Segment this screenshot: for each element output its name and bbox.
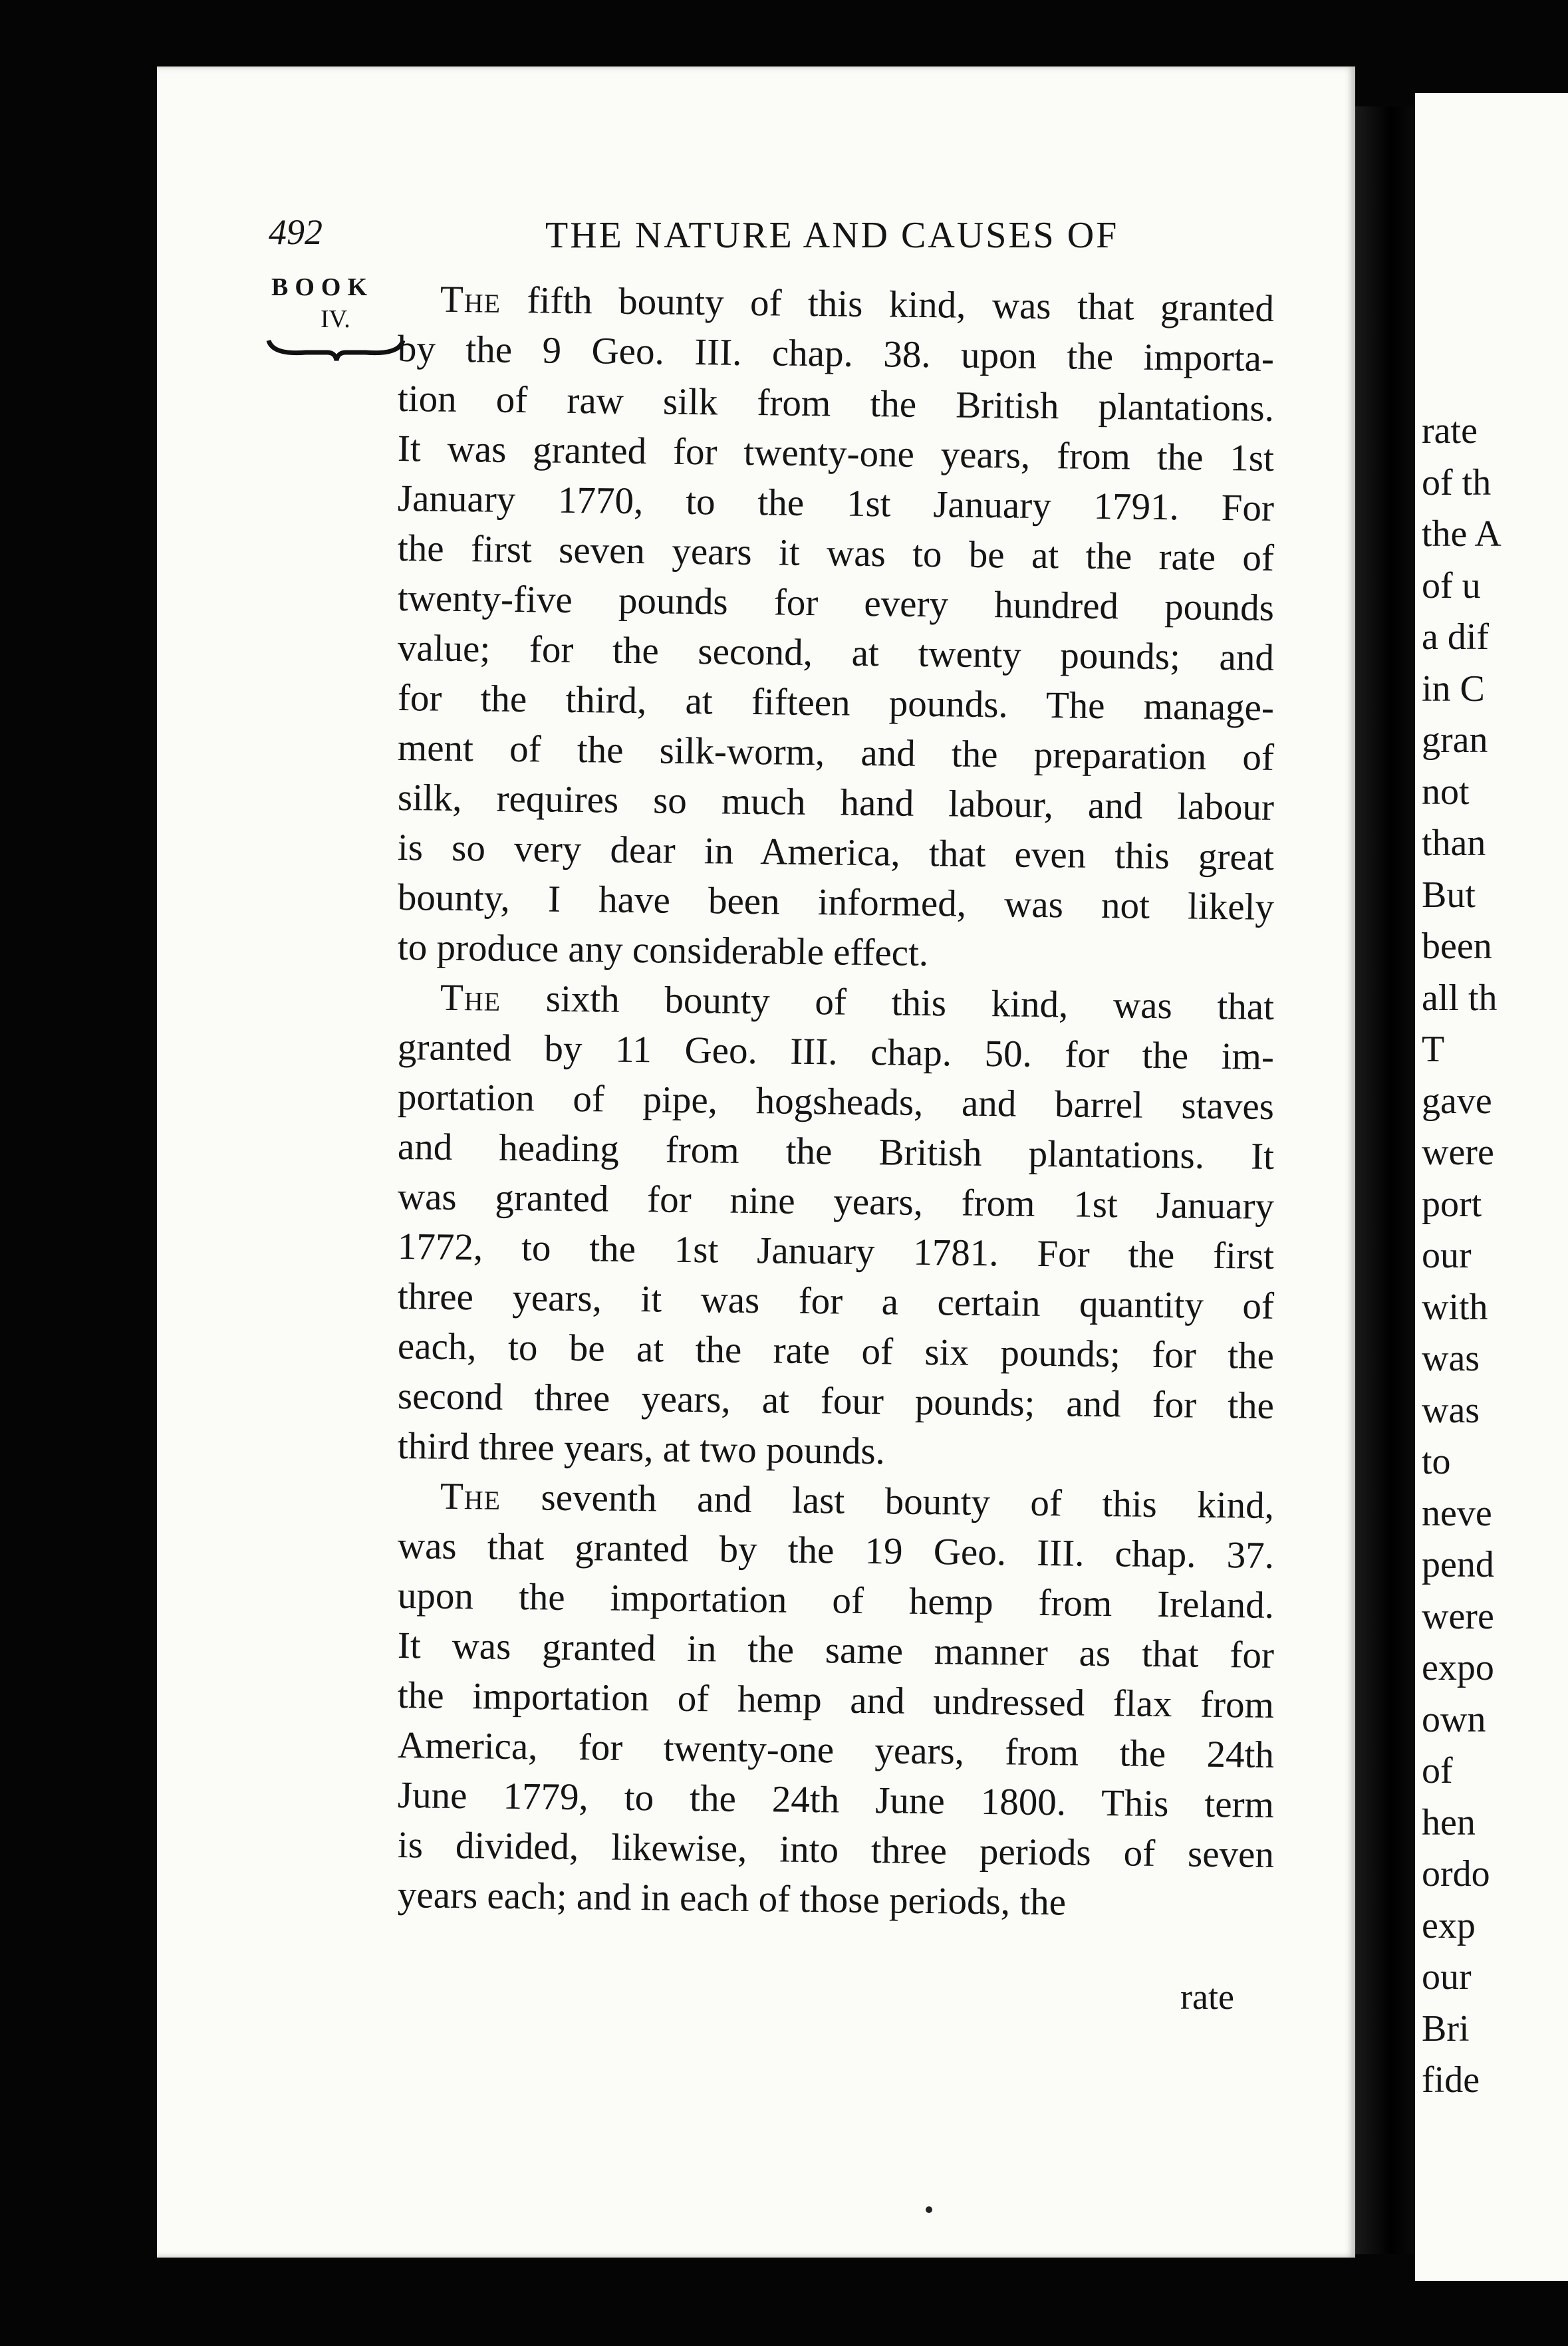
facing-page-line: T xyxy=(1422,1029,1445,1070)
text-line: was that granted by the 19 Geo. III. chap. 37. xyxy=(397,1525,1275,1577)
facing-page-line: not xyxy=(1422,771,1470,813)
text-line: portation of pipe, hogsheads, and barrel staves xyxy=(397,1076,1275,1128)
text-line: for the third, at fifteen pounds. The manage- xyxy=(397,677,1275,729)
facing-page-line: gran xyxy=(1422,719,1488,761)
text-line: is divided, likewise, into three periods of seven xyxy=(397,1824,1275,1876)
text-line: The seventh and last bounty of this kind, xyxy=(440,1475,1275,1527)
facing-page-line: than xyxy=(1422,823,1486,864)
facing-page-line: was xyxy=(1422,1338,1480,1379)
facing-page-line: of th xyxy=(1422,461,1492,503)
text-line: granted by 11 Geo. III. chap. 50. for the im- xyxy=(397,1026,1275,1078)
text-line: It was granted in the same manner as that for xyxy=(397,1625,1275,1676)
facing-page-line: the A xyxy=(1422,513,1502,555)
facing-page-line: a dif xyxy=(1422,616,1490,658)
body-text xyxy=(397,274,1275,1924)
text-line: third three years, at two pounds. xyxy=(397,1425,886,1473)
facing-page-line: of u xyxy=(1422,565,1481,606)
text-line: three years, it was for a certain quantity of xyxy=(397,1275,1275,1327)
facing-page-line: our xyxy=(1422,1956,1472,1998)
ink-speck xyxy=(926,2206,932,2213)
text-line: upon the importation of hemp from Ireland. xyxy=(397,1575,1275,1627)
text-line: years each; and in each of those periods, the xyxy=(397,1874,1067,1924)
facing-page-line: were xyxy=(1422,1132,1494,1173)
facing-page-line: neve xyxy=(1422,1492,1492,1534)
facing-page-line: rate xyxy=(1422,410,1478,452)
page-number: 492 xyxy=(269,212,323,252)
facing-page-line: gave xyxy=(1422,1080,1492,1122)
text-line: bounty, I have been informed, was not likely xyxy=(397,876,1275,928)
facing-page-line: was xyxy=(1422,1389,1480,1431)
running-head: THE NATURE AND CAUSES OF xyxy=(545,215,1119,256)
text-line: June 1779, to the 24th June 1800. This term xyxy=(397,1774,1275,1826)
margin-brace-ornament xyxy=(266,335,406,362)
text-line: ment of the silk-worm, and the preparation of xyxy=(397,727,1275,779)
text-line: silk, requires so much hand labour, and labour xyxy=(397,777,1275,829)
facing-page-line: to xyxy=(1422,1441,1451,1482)
text-line: and heading from the British plantations. It xyxy=(397,1126,1275,1178)
text-line: is so very dear in America, that even this great xyxy=(397,827,1275,878)
facing-page-line: hen xyxy=(1422,1801,1476,1843)
margin-book-label: BOOK xyxy=(271,273,374,301)
text-line: was granted for nine years, from 1st January xyxy=(397,1176,1275,1228)
book-gutter-shadow xyxy=(1355,106,1415,2254)
facing-page-line: Bri xyxy=(1422,2008,1470,2049)
text-line: The fifth bounty of this kind, was that granted xyxy=(440,278,1275,330)
facing-page-line: ordo xyxy=(1422,1853,1490,1894)
text-line: twenty-five pounds for every hundred pounds xyxy=(397,577,1275,629)
text-line: the importation of hemp and undressed flax from xyxy=(397,1674,1275,1726)
text-line: January 1770, to the 1st January 1791. For xyxy=(397,477,1275,529)
text-line: It was granted for twenty-one years, from the 1st xyxy=(397,428,1275,479)
text-line: The sixth bounty of this kind, was that xyxy=(440,976,1275,1028)
facing-page-line: own xyxy=(1422,1698,1486,1740)
facing-page-line: in C xyxy=(1422,668,1485,710)
text-line: to produce any considerable effect. xyxy=(397,926,929,975)
facing-page-line: But xyxy=(1422,874,1476,916)
text-line: America, for twenty-one years, from the 24th xyxy=(397,1724,1275,1776)
facing-page-line: all th xyxy=(1422,977,1498,1019)
facing-page-line: our xyxy=(1422,1235,1472,1276)
text-line: value; for the second, at twenty pounds; and xyxy=(397,627,1275,679)
facing-page-line: fide xyxy=(1422,2059,1480,2101)
text-line: second three years, at four pounds; and for the xyxy=(397,1375,1275,1427)
text-line: 1772, to the 1st January 1781. For the first xyxy=(397,1226,1275,1277)
facing-page-line: with xyxy=(1422,1286,1488,1328)
margin-volume-label: IV. xyxy=(321,305,350,333)
facing-page-line: expo xyxy=(1422,1647,1494,1688)
facing-page-text xyxy=(1422,406,1502,2107)
facing-page-line: pend xyxy=(1422,1544,1494,1585)
text-line: by the 9 Geo. III. chap. 38. upon the importa- xyxy=(397,328,1275,380)
facing-page xyxy=(1415,93,1568,2281)
facing-page-line: were xyxy=(1422,1595,1494,1637)
facing-page-line: of xyxy=(1422,1750,1453,1791)
facing-page-line: port xyxy=(1422,1183,1482,1225)
text-line: tion of raw silk from the British plantations. xyxy=(397,378,1275,430)
catchword: rate xyxy=(1180,1977,1234,2017)
facing-page-line: exp xyxy=(1422,1904,1476,1946)
text-line: the first seven years it was to be at the rate of xyxy=(397,527,1275,579)
facing-page-line: been xyxy=(1422,926,1492,967)
text-line: each, to be at the rate of six pounds; for the xyxy=(397,1325,1275,1377)
